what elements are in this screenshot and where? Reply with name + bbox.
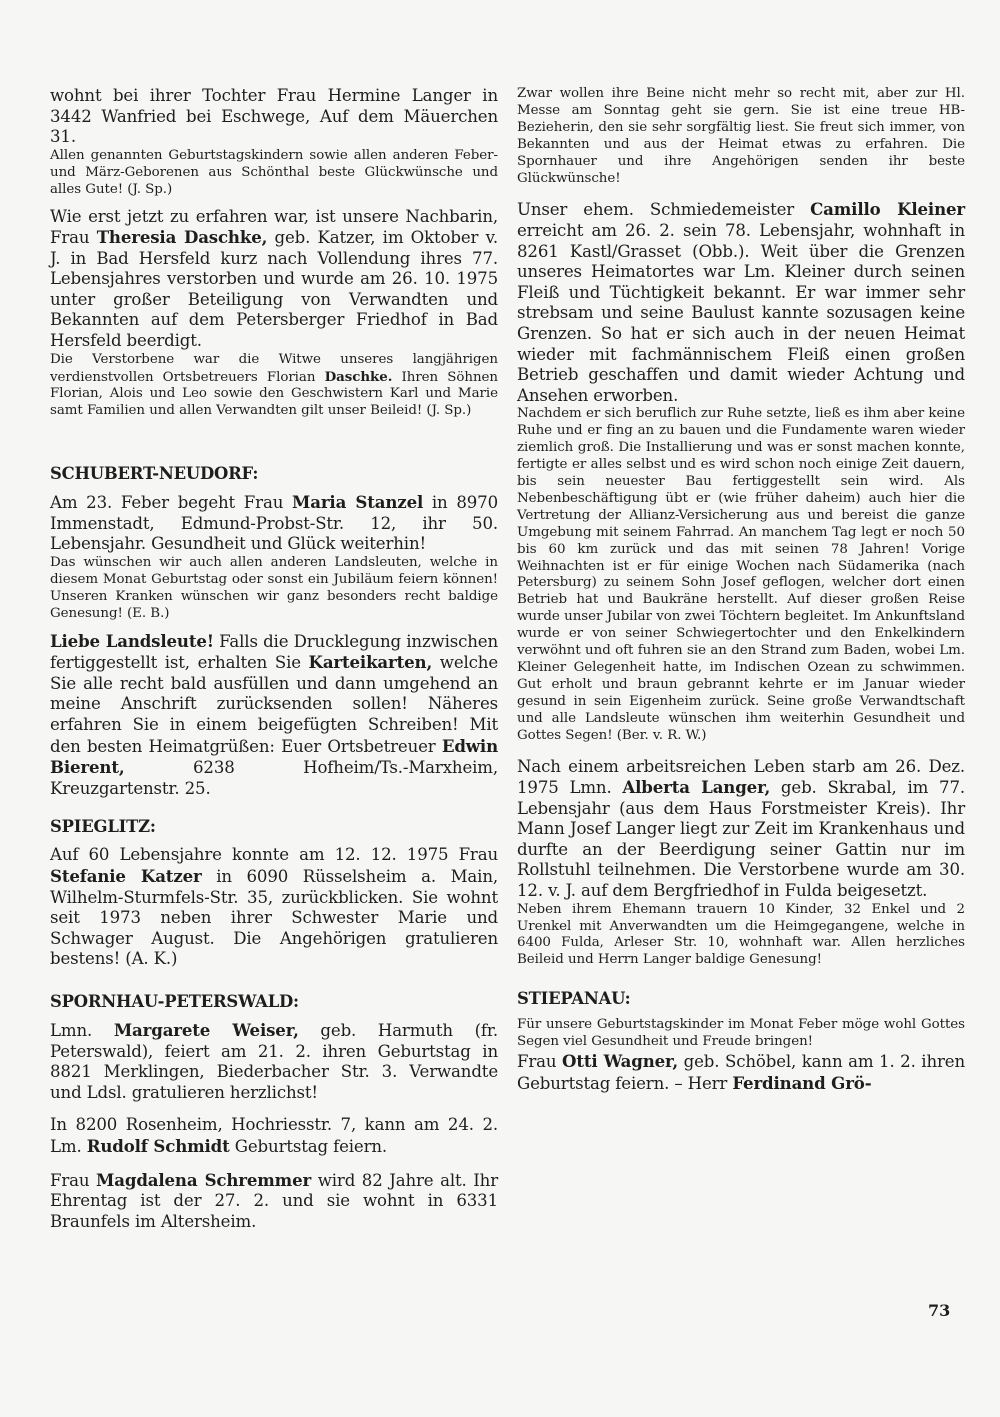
article-paragraph: [50, 1115, 498, 1157]
section-heading: SPIEGLITZ:: [50, 817, 156, 837]
text-run: geb. Skrabal, im 77. Lebensjahr (aus dem Haus Forstmeister Kreis). Ihr Mann Josef Langer liegt zur Zeit im Krankenhaus und durfte an der Beerdigung seiner Gattin nur im Rollstuhl teilnehmen. Die Verstorbene wurde am 30. 12. v. J. auf dem Bergfriedhof in Fulda beigesetzt.: [517, 778, 965, 901]
text-run: Das wünschen wir auch allen anderen Landsleuten, welche in diesem Monat Geburtstag oder sonst ein Jubiläum feiern können! Unseren Kranken wünschen wir ganz besonders recht baldige Genesung! (E. B.): [50, 555, 498, 621]
text-run: welche Sie alle recht bald ausfüllen und dann umgehend an meine Anschrift zurücksenden sollen! Näheres erfahren Sie in einem beigefügten Schreiben! Mit den besten Heimatgrüßen: Euer Ortsbetreuer: [50, 653, 498, 756]
text-run: Zwar wollen ihre Beine nicht mehr so recht mit, aber zur Hl. Messe am Sonntag geht sie gern. Sie ist eine treue HB-Bezieherin, den sie sehr sorgfältig liest. Sie freut sich immer, von Bekannten und aus der Heimat etwas zu erfahren. Die Spornhauer und ihre Angehörigen senden ihr beste Glückwünsche!: [517, 86, 965, 186]
article-note: [50, 148, 498, 199]
article-paragraph: [517, 757, 965, 902]
text-run: in 8970 Immenstadt, Edmund-Probst-Str. 12, ihr 50. Lebensjahr. Gesundheit und Glück weiterhin!: [50, 493, 498, 554]
bold-name: Margarete Weiser,: [113, 1020, 299, 1040]
left-column: [50, 86, 498, 1232]
right-column: [517, 86, 965, 1094]
bold-name: Otti Wagner,: [562, 1051, 679, 1072]
article-paragraph: [517, 1051, 965, 1094]
text-run: wohnt bei ihrer Tochter Frau Hermine Langer in 3442 Wanfried bei Eschwege, Auf dem Mäuerchen 31.: [50, 86, 498, 147]
text-run: geb. Harmuth (fr. Peterswald), feiert am 21. 2. ihren Geburtstag in 8821 Merklingen, Biederbacher Str. 3. Verwandte und Ldsl. gratulieren herzlichst!: [50, 1021, 498, 1102]
text-run: Allen genannten Geburtstagskindern sowie allen anderen Feber- und März-Geborenen aus Schönthal beste Glückwünsche und alles Gute! (J. Sp.): [50, 147, 498, 197]
text-run: Für unsere Geburtstagskinder im Monat Feber möge wohl Gottes Segen viel Gesundheit und Freude bringen!: [517, 1017, 965, 1050]
article-paragraph: [50, 207, 498, 352]
bold-name: Daschke.: [324, 368, 393, 385]
bold-name: Maria Stanzel: [292, 492, 424, 513]
text-run: Neben ihrem Ehemann trauern 10 Kinder, 32 Enkel und 2 Urenkel mit Anverwandten um die Heimgegangene, welche in 6400 Fulda, Arleser Str. 10, wohnhaft war. Allen herzliches Beileid und Herrn Langer baldige Genesung!: [517, 901, 965, 968]
text-run: Am 23. Feber begeht Frau: [50, 493, 292, 513]
text-run: Frau: [50, 1170, 97, 1190]
text-run: Wie erst jetzt zu erfahren war, ist unsere Nachbarin, Frau: [50, 206, 498, 248]
article-note: [50, 555, 498, 623]
section-heading: SPORNHAU-PETERSWALD:: [50, 992, 299, 1011]
article-paragraph: [50, 86, 498, 148]
article-paragraph: [50, 492, 498, 555]
bold-name: Alberta Langer,: [622, 777, 771, 798]
text-run: Unser ehem. Schmiedemeister: [517, 200, 811, 220]
article-paragraph: [50, 631, 498, 800]
section-heading: SCHUBERT-NEUDORF:: [50, 464, 259, 484]
article-paragraph: [50, 1020, 498, 1103]
article-note: [517, 406, 965, 744]
text-run: Lmn.: [50, 1021, 114, 1040]
text-run: erreicht am 26. 2. sein 78. Lebensjahr, wohnhaft in 8261 Kastl/Grasset (Obb.). Weit über die Grenzen unseres Heimatortes war Lm. Kleiner durch seinen Fleiß und Tüchtigkeit bekannt. Er war immer sehr strebsam und seine Baulust kannte sozusagen keine Grenzen. So hat er sich auch in der neuen Heimat wieder mit fachmännischem Fleiß einen großen Betrieb geschaffen und damit wieder Achtung und Ansehen erworben.: [517, 221, 965, 405]
text-run: In 8200 Rosenheim, Hochriesstr. 7, kann am 24. 2. Lm.: [50, 1115, 498, 1156]
bold-name: Liebe Landsleute!: [50, 630, 214, 651]
page-number: 73: [928, 1301, 951, 1320]
bold-name: Magdalena Schremmer: [96, 1169, 312, 1190]
article-paragraph: [50, 845, 498, 970]
section-heading: STIEPANAU:: [517, 989, 631, 1009]
bold-name: Theresia Daschke,: [96, 227, 268, 248]
article-note: [517, 902, 965, 970]
bold-name: Ferdinand Grö-: [732, 1072, 872, 1093]
bold-name: Rudolf Schmidt: [86, 1135, 230, 1156]
bold-name: Karteikarten,: [308, 652, 433, 673]
article-paragraph: [517, 199, 965, 406]
bold-name: Stefanie Katzer: [50, 866, 202, 887]
text-run: geb. Schöbel, kann am 1. 2. ihren Geburtstag feiern. – Herr: [517, 1052, 965, 1093]
text-run: Frau: [517, 1052, 563, 1072]
text-run: geb. Katzer, im Oktober v. J. in Bad Hersfeld kurz nach Vollendung ihres 77. Lebensjahres verstorben und wurde am 26. 10. 1975 unter großer Beteiligung von Verwandten und Bekannten auf dem Petersberger Friedhof in Bad Hersfeld beerdigt.: [50, 228, 498, 351]
article-paragraph: [50, 1170, 498, 1233]
text-run: Nachdem er sich beruflich zur Ruhe setzte, ließ es ihm aber keine Ruhe und er fing an zu bauen und die Fundamente waren wieder ziemlich groß. Die Installierung und was er sonst machen konnte, fertigte er alles selbst und es wird schon noch einige Zeit dauern, bis sein neuester Bau fertiggestellt sein wird. Als Nebenbeschäftigung übt er (wie früher daheim) auch hier die Vertretung der Allianz-Versicherung aus und bereist die ganze Umgebung mit seinem Fahrrad. An manchem Tag legt er noch 50 bis 60 km zurück und das mit seinen 78 Jahren! Vorige Weihnachten ist er für einige Wochen nach Südamerika (nach Petersburg) zu seinem Sohn Josef geflogen, welcher dort einen Betrieb hat und Baukräne herstellt. Auf dieser großen Reise wurde unser Jubilar von zwei Töchtern begleitet. Im Ankunftsland wurde er von seiner Schwiegertochter und den Enkelkindern verwöhnt und oft fuhren sie an den Strand zum Baden, wobei Lm. Kleiner Gelegenheit hatte, im Indischen Ozean zu schwimmen. Gut erholt und braun gebrannt kehrte er im Januar wieder gesund in sein Eigenheim zurück. Seine große Verwandtschaft und alle Landsleute wünschen ihm weiterhin Gesundheit und Gottes Segen! (Ber. v. R. W.): [517, 406, 965, 743]
text-run: Die Verstorbene war die Witwe unseres langjährigen verdienstvollen Ortsbetreuers Florian: [50, 351, 498, 385]
bold-name: Camillo Kleiner: [810, 199, 965, 220]
text-run: Ihren Söhnen Florian, Alois und Leo sowie den Geschwistern Karl und Marie samt Familien und allen Verwandten gilt unser Beileid! (J. Sp.): [50, 369, 498, 419]
text-run: Nach einem arbeitsreichen Leben starb am 26. Dez. 1975 Lmn.: [517, 756, 965, 798]
text-run: in 6090 Rüsselsheim a. Main, Wilhelm-Sturmfels-Str. 35, zurückblicken. Sie wohnt seit 1973 neben ihrer Schwester Marie und Schwager August. Die Angehörigen gratulieren bestens! (A. K.): [50, 867, 498, 969]
text-run: Falls die Drucklegung inzwischen fertiggestellt ist, erhalten Sie: [50, 631, 498, 673]
text-run: 6238 Hofheim/Ts.-Marxheim, Kreuzgartenstr. 25.: [50, 758, 498, 798]
article-note: [517, 1017, 965, 1051]
text-run: wird 82 Jahre alt. Ihr Ehrentag ist der 27. 2. und sie wohnt in 6331 Braunfels im Altersheim.: [50, 1170, 498, 1231]
text-run: Geburtstag feiern.: [229, 1136, 388, 1156]
article-note: [50, 352, 498, 421]
article-note: [517, 86, 965, 187]
bold-name: Edwin Bierent,: [50, 735, 498, 778]
text-run: Auf 60 Lebensjahre konnte am 12. 12. 1975 Frau: [50, 845, 498, 865]
